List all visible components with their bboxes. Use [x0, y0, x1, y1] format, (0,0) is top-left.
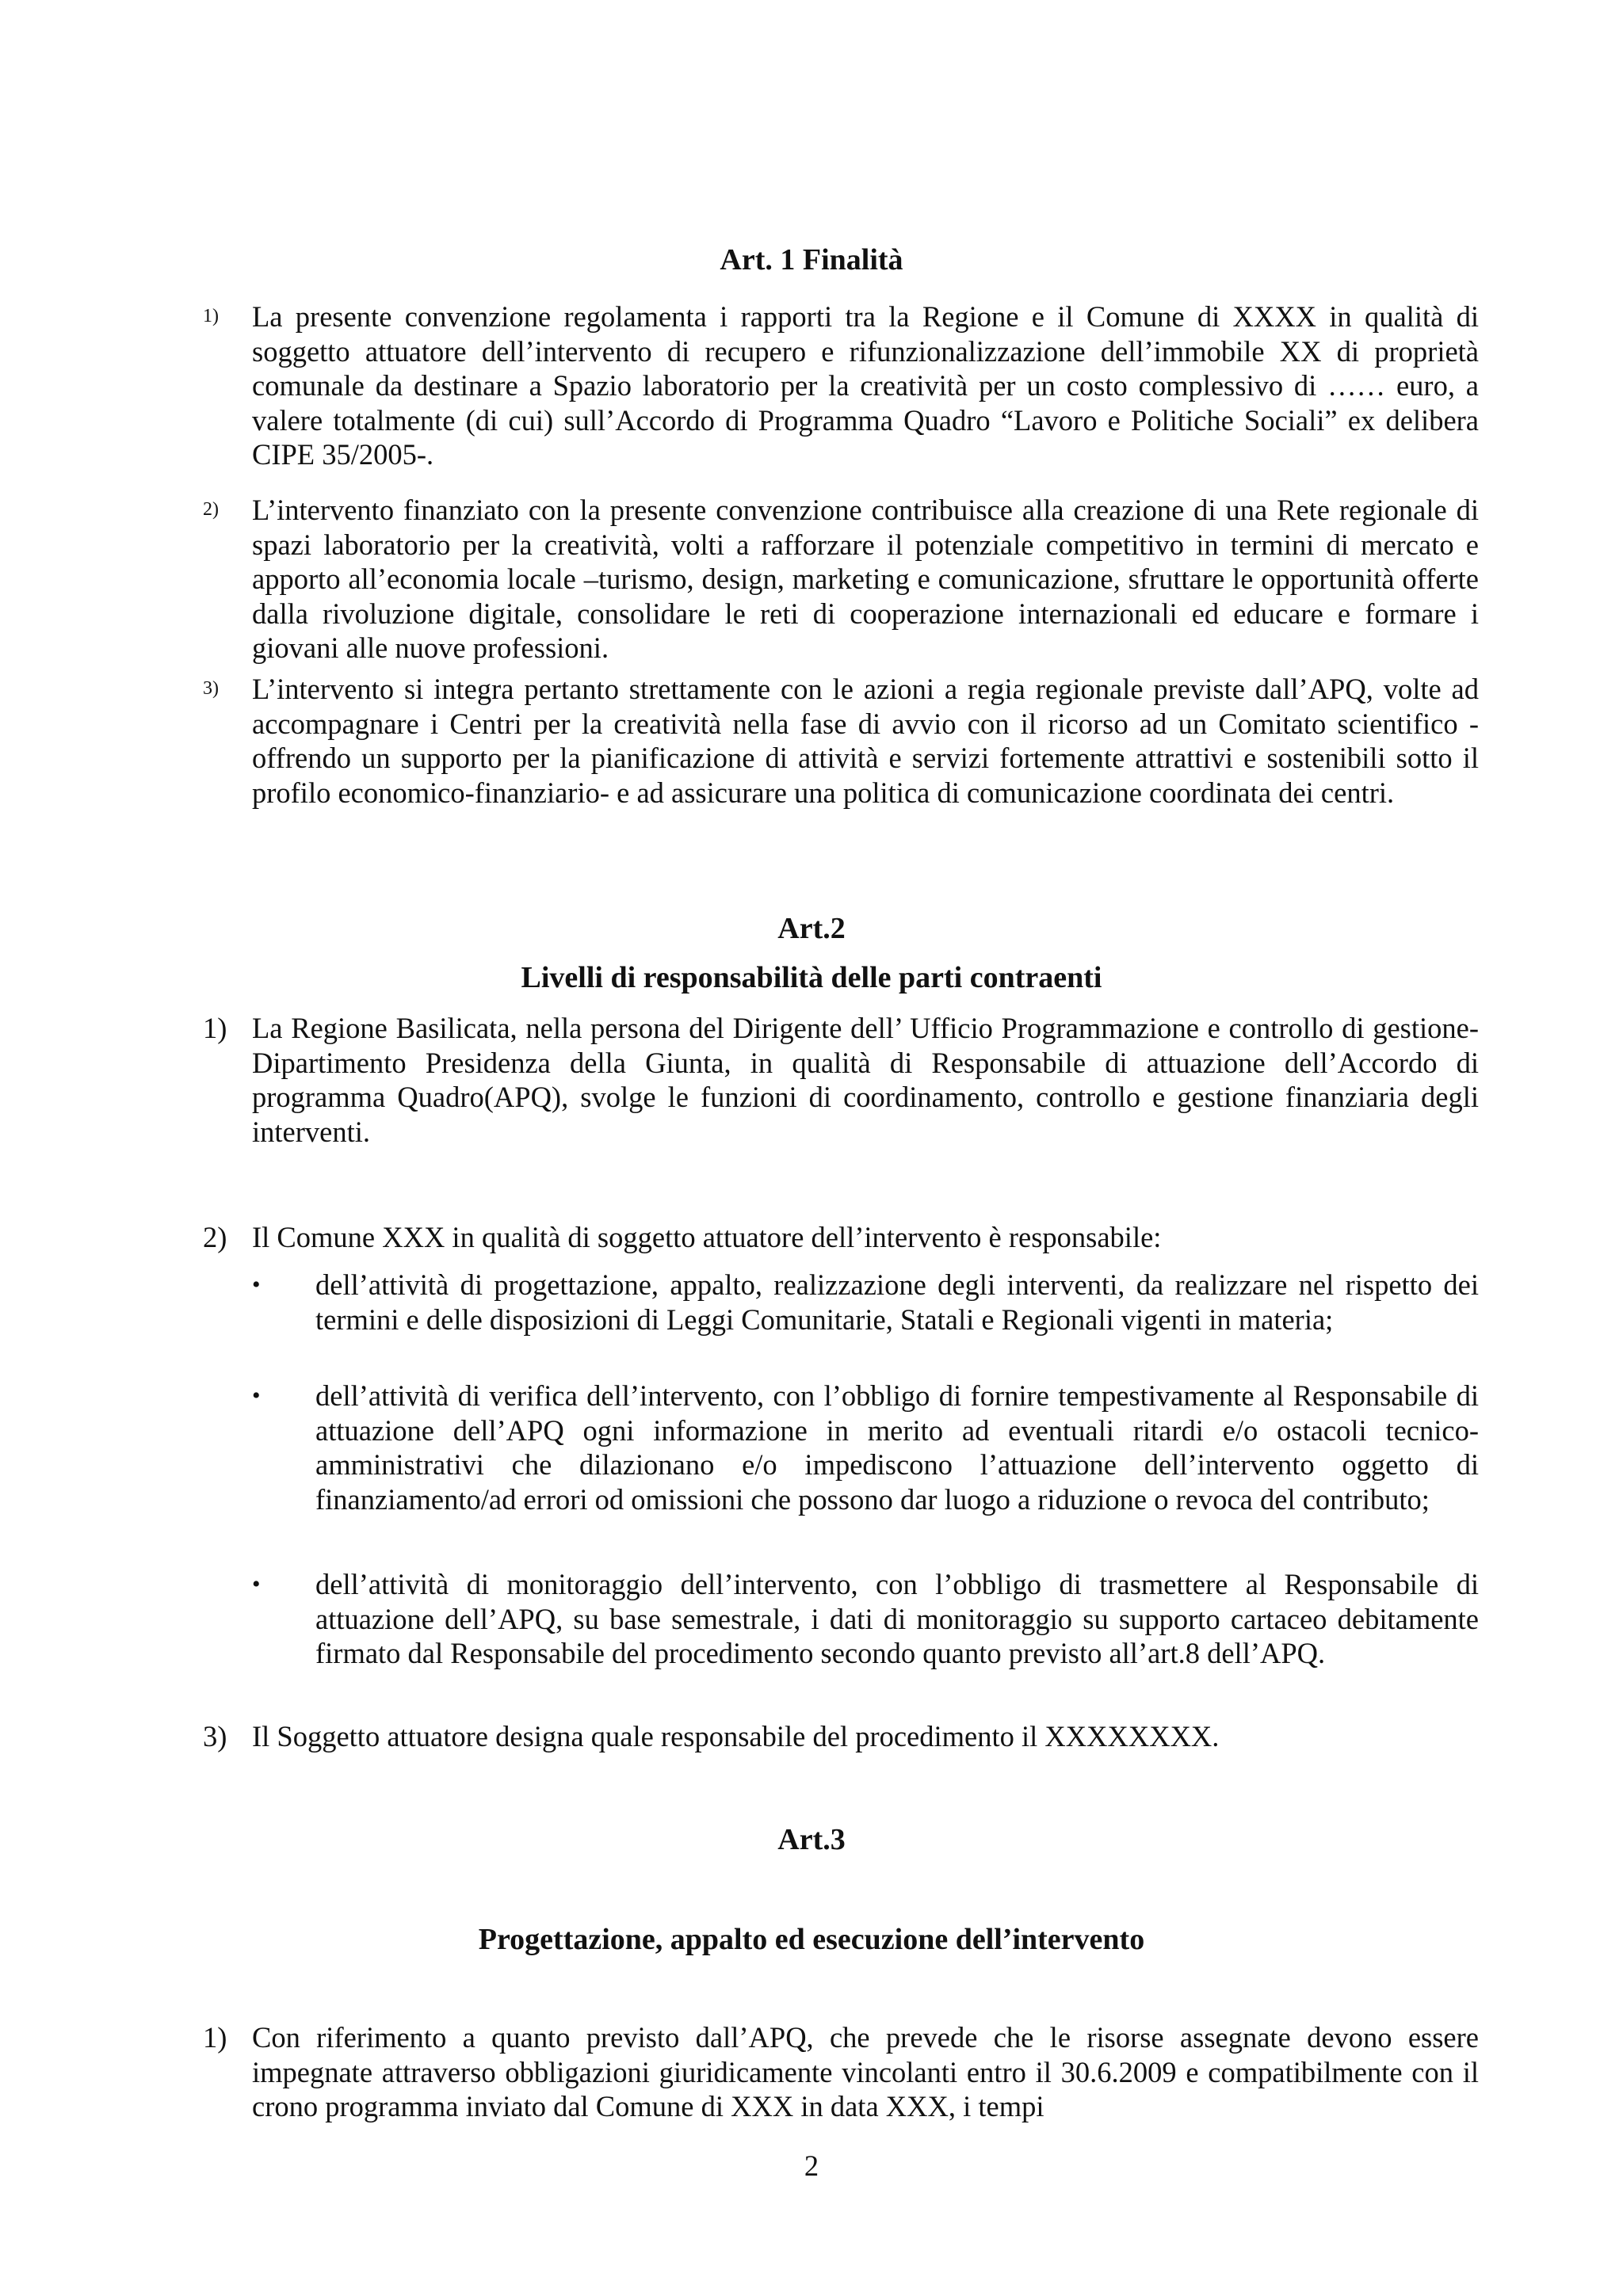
art2-bullet3-icon: • — [252, 1571, 261, 1597]
art2-bullet3-text: dell’attività di monitoraggio dell’intervento, con l’obbligo di trasmettere al Responsabile di attuazione dell’APQ, su base semestrale, i dati di monitoraggio su supporto cartaceo debitamente firmato dal Responsabile del procedimento secondo quanto previsto all’art.8 dell’APQ. — [315, 1568, 1479, 1669]
art2-bullet1-icon: • — [252, 1272, 261, 1298]
art1-item1-text: La presente convenzione regolamenta i rapporti tra la Regione e il Comune di XXXX in qualità di soggetto attuatore dell’intervento di recupero e rifunzionalizzazione dell’immobile XX di proprietà comunale da destinare a Spazio laboratorio per la creatività per un costo complessivo di …… euro, a valere totalmente (di cui) sull’Accordo di Programma Quadro “Lavoro e Politiche Sociali” ex delibera CIPE 35/2005-. — [252, 300, 1479, 471]
art2-bullet2-icon: • — [252, 1383, 261, 1409]
art2-item2-number: 2) — [203, 1221, 227, 1253]
art1-item1-number: 1) — [203, 306, 219, 326]
art2-bullet2-text: dell’attività di verifica dell’intervento, con l’obbligo di fornire tempestivamente al Responsabile di attuazione dell’APQ ogni informazione in merito ad eventuali ritardi e/o ostacoli tecnico-amministrativi che dilazionano e/o impediscono l’attuazione dell’intervento oggetto di finanziamento/ad errori od omissioni che possono dar luogo a riduzione o revoca del contributo; — [315, 1379, 1479, 1516]
art2-item1-number: 1) — [203, 1012, 227, 1044]
art2-item3-text: Il Soggetto attuatore designa quale responsabile del procedimento il XXXXXXXX. — [252, 1720, 1220, 1753]
art2-subtitle: Livelli di responsabilità delle parti contraenti — [521, 961, 1102, 994]
art1-item3-text: L’intervento si integra pertanto strettamente con le azioni a regia regionale previste dall’APQ, volte ad accompagnare i Centri per la creatività nella fase di avvio con il ricorso ad un Comitato scientifico -offrendo un supporto per la pianificazione di attività e servizi fortemente attrattivi e sostenibili sotto il profilo economico-finanziario- e ad assicurare una politica di comunicazione coordinata dei centri. — [252, 673, 1479, 809]
art3-subtitle: Progettazione, appalto ed esecuzione dell’intervento — [478, 1923, 1145, 1956]
art2-title: Art.2 — [777, 912, 846, 945]
art3-item1-number: 1) — [203, 2021, 227, 2054]
art1-item2-text: L’intervento finanziato con la presente convenzione contribuisce alla creazione di una Rete regionale di spazi laboratorio per la creatività, volti a rafforzare il potenziale competitivo in termini di mercato e apporto all’economia locale –turismo, design, marketing e comunicazione, sfruttare le opportunità offerte dalla rivoluzione digitale, consolidare le reti di cooperazione internazionali ed educare e formare i giovani alle nuove professioni. — [252, 494, 1479, 664]
art2-item3-number: 3) — [203, 1720, 227, 1753]
page-number: 2 — [804, 2149, 819, 2182]
art3-title: Art.3 — [777, 1823, 846, 1856]
art2-item1-text: La Regione Basilicata, nella persona del Dirigente dell’ Ufficio Programmazione e controllo di gestione- Dipartimento Presidenza della Giunta, in qualità di Responsabile di attuazione dell’Accordo di programma Quadro(APQ), svolge le funzioni di coordinamento, controllo e gestione finanziaria degli interventi. — [252, 1012, 1479, 1148]
art2-bullet1-text: dell’attività di progettazione, appalto, realizzazione degli interventi, da realizzare nel rispetto dei termini e delle disposizioni di Leggi Comunitarie, Statali e Regionali vigenti in materia; — [315, 1268, 1479, 1336]
art2-item2-text: Il Comune XXX in qualità di soggetto attuatore dell’intervento è responsabile: — [252, 1221, 1162, 1253]
art1-item2-number: 2) — [203, 499, 219, 520]
art1-item3-number: 3) — [203, 678, 219, 699]
art3-item1-text: Con riferimento a quanto previsto dall’APQ, che prevede che le risorse assegnate devono essere impegnate attraverso obbligazioni giuridicamente vincolanti entro il 30.6.2009 e compatibilmente con il crono programma inviato dal Comune di XXX in data XXX, i tempi — [252, 2021, 1479, 2122]
art1-title: Art. 1 Finalità — [720, 243, 903, 277]
